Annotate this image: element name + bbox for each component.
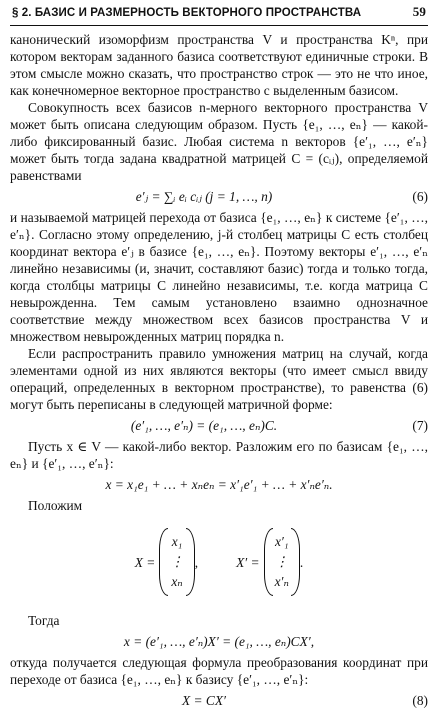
- matrix-x-column: [170, 532, 183, 592]
- equation-7-number: (7): [412, 418, 428, 433]
- matrix-x-entry-2: ⋮: [170, 554, 184, 569]
- matrix-definitions: [10, 518, 428, 606]
- matrix-xprime-label: X′ =: [236, 554, 260, 570]
- matrix-xprime-column: [275, 532, 289, 592]
- equation-t-body: x = (e′₁, …, e′ₙ)X′ = (e₁, …, eₙ)CX′,: [123, 634, 315, 649]
- equation-8: [10, 692, 428, 709]
- right-paren: [186, 528, 195, 596]
- equation-8-body: X = CX′: [182, 693, 226, 708]
- equation-7: [10, 417, 428, 434]
- matrix-x-label: X =: [134, 554, 156, 570]
- paragraph-5: Пусть x ∈ V — какой-либо вектор. Разложим его по базисам {e₁, …, eₙ} и {e′₁, …, e′ₙ}:: [10, 439, 428, 471]
- paragraph-3: и называемой матрицей перехода от базиса {e₁, …, eₙ} к системе {e′₁, …, e′ₙ}. Согласно этому определению, j-й столбец матрицы C есть столбец координат вектора e′ⱼ в базисе {e₁, …, eₙ}. Поэтому векторы e′₁, …, e′ₙ линейно независимы (и, значит, составляют базис) тогда и только тогда, когда столбцы матрицы C линейно независимы, т.е. когда матрица C невырожденна. Тем самым установлено взаимно однозначное соответствие между множеством всех базисов пространства V и множеством невырожденных матриц порядка n.: [10, 210, 428, 344]
- matrix-x-entry-3: xₙ: [171, 574, 183, 589]
- section-title: § 2. БАЗИС И РАЗМЕРНОСТЬ ВЕКТОРНОГО ПРОСТРАНСТВА: [12, 7, 362, 19]
- equation-x-body: x = x₁e₁ + … + xₙeₙ = x′₁e′₁ + … + x′ₙe′ₙ.: [105, 477, 333, 492]
- equation-x: [10, 476, 428, 493]
- paragraph-8: откуда получается следующая формула преобразования координат при переходе от базиса {e₁, …, eₙ} к базису {e′₁, …, e′ₙ}:: [10, 655, 428, 687]
- paragraph-2: Совокупность всех базисов n-мерного векторного пространства V может быть описана следующим образом. Пусть {e₁, …, eₙ} — какой-либо фиксированный базис. Любая система n векторов {e′₁, …, e′ₙ} может быть тогда задана квадратной матрицей C = (cᵢⱼ), определяемой равенствами: [10, 100, 428, 183]
- matrix-x-trail: ,: [194, 554, 199, 570]
- right-paren: [291, 528, 300, 596]
- equation-7-body: (e′₁, …, e′ₙ) = (e₁, …, eₙ)C.: [130, 418, 278, 433]
- equation-6-number: (6): [412, 189, 428, 204]
- matrix-xprime-entry-1: x′₁: [274, 534, 289, 549]
- paragraph-4: Если распространить правило умножения матриц на случай, когда элементами одной из них являются векторы (что имеет смысл ввиду операций, определенных в векторном пространстве), то равенства (6) могут быть переписаны в следующей матричной форме:: [10, 346, 428, 412]
- left-paren: [159, 528, 168, 596]
- equation-8-number: (8): [412, 693, 428, 708]
- matrix-xprime-entry-3: x′ₙ: [274, 574, 289, 589]
- equation-t: [10, 633, 428, 650]
- page-number: 59: [412, 4, 426, 19]
- matrix-xprime-trail: .: [299, 554, 304, 570]
- matrix-x: [135, 528, 198, 596]
- equation-6: [10, 188, 428, 205]
- running-header: [10, 3, 428, 26]
- paragraph-7: Тогда: [28, 613, 60, 628]
- equation-6-body: e′ⱼ = ∑ᵢ eᵢ cᵢⱼ (j = 1, …, n): [135, 189, 273, 204]
- matrix-xprime: [236, 528, 303, 596]
- paragraph-6: Положим: [28, 498, 83, 513]
- matrix-xprime-entry-2: ⋮: [275, 554, 289, 569]
- paragraph-1: канонический изоморфизм пространства V и пространства Kⁿ, при котором векторам заданного базиса соответствуют единичные строки. В этом смысле можно сказать, что пространство строк — это не что иное, как конечномерное векторное пространство с выделенным базисом.: [10, 32, 428, 98]
- matrix-x-entry-1: x₁: [171, 534, 183, 549]
- left-paren: [264, 528, 273, 596]
